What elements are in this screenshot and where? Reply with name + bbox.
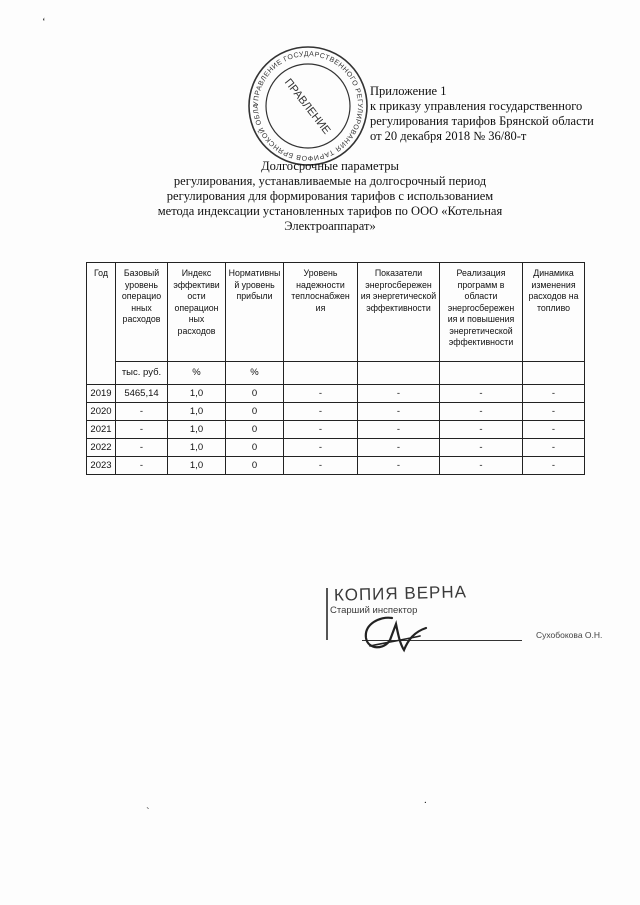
header-energy-saving: Показатели энергосбережен ия энергетической эффективности — [358, 263, 440, 362]
table-cell: 5465,14 — [116, 385, 168, 403]
cell-year: 2023 — [87, 457, 116, 475]
table-cell: - — [440, 439, 523, 457]
scan-mark: ` — [146, 806, 150, 818]
header-year: Год — [87, 263, 116, 385]
title-line: Долгосрочные параметры — [261, 159, 399, 173]
appendix-line: к приказу управления государственного — [370, 99, 583, 113]
unit-cell — [523, 362, 585, 385]
header-efficiency-index: Индекс эффективи ости операцион ных расходов — [168, 263, 226, 362]
table-row — [87, 385, 585, 403]
header-program-implementation: Реализация программ в области энергосбережен ия и повышения энергетической эффективности — [440, 263, 523, 362]
table-row — [87, 439, 585, 457]
table-cell: 0 — [226, 421, 284, 439]
table-cell: 1,0 — [168, 457, 226, 475]
header-base-opex: Базовый уровень операцио нных расходов — [116, 263, 168, 362]
parameters-table — [86, 262, 585, 475]
cell-year: 2020 — [87, 403, 116, 421]
table-cell: 1,0 — [168, 439, 226, 457]
header-profit-level: Нормативны й уровень прибыли — [226, 263, 284, 362]
stamp-ring-text: УПРАВЛЕНИЕ ГОСУДАРСТВЕННОГО РЕГУЛИРОВАНИЯ ТАРИФОВ БРЯНСКОЙ ОБЛА — [252, 50, 364, 162]
table-cell: - — [116, 421, 168, 439]
table-cell: - — [284, 457, 358, 475]
table-units-row — [87, 362, 585, 385]
table-cell: 1,0 — [168, 385, 226, 403]
table-cell: - — [440, 403, 523, 421]
table-cell: - — [358, 439, 440, 457]
appendix-reference — [370, 84, 630, 144]
copy-verified-title: КОПИЯ ВЕРНА — [333, 582, 468, 605]
table-cell: - — [284, 439, 358, 457]
title-line: Электроаппарат» — [284, 219, 376, 233]
table-cell: - — [523, 439, 585, 457]
table-cell: 0 — [226, 439, 284, 457]
table-cell: - — [523, 403, 585, 421]
title-line: регулирования, устанавливаемые на долгосрочный период — [173, 174, 487, 188]
table-cell: - — [523, 385, 585, 403]
table-cell: - — [358, 385, 440, 403]
table-row — [87, 457, 585, 475]
unit-cell: % — [226, 362, 284, 385]
table-cell: 0 — [226, 457, 284, 475]
table-cell: - — [116, 439, 168, 457]
scan-mark: . — [424, 794, 427, 806]
unit-cell — [284, 362, 358, 385]
official-stamp — [246, 44, 370, 168]
title-line: метода индексации установленных тарифов по ООО «Котельная — [157, 204, 503, 218]
table-cell: - — [358, 421, 440, 439]
table-row — [87, 403, 585, 421]
document-title — [150, 159, 510, 234]
table-row — [87, 421, 585, 439]
inspector-name: Сухобокова О.Н. — [536, 630, 603, 640]
table-cell: - — [284, 403, 358, 421]
cell-year: 2021 — [87, 421, 116, 439]
table-cell: 0 — [226, 403, 284, 421]
scan-mark: ʻ — [42, 16, 46, 28]
table-cell: - — [358, 457, 440, 475]
table-cell: - — [440, 421, 523, 439]
appendix-line: от 20 декабря 2018 № 36/80-т — [370, 129, 527, 143]
table-cell: - — [284, 385, 358, 403]
table-cell: 0 — [226, 385, 284, 403]
header-reliability: Уровень надежности теплоснабжен ия — [284, 263, 358, 362]
unit-cell: % — [168, 362, 226, 385]
table-cell: - — [523, 457, 585, 475]
unit-cell — [440, 362, 523, 385]
table-cell: - — [440, 385, 523, 403]
unit-cell — [358, 362, 440, 385]
cell-year: 2022 — [87, 439, 116, 457]
table-cell: 1,0 — [168, 421, 226, 439]
title-line: регулирования для формирования тарифов с использованием — [166, 189, 494, 203]
table-cell: - — [284, 421, 358, 439]
table-cell: - — [358, 403, 440, 421]
table-cell: 1,0 — [168, 403, 226, 421]
appendix-line: регулирования тарифов Брянской области — [370, 114, 594, 128]
table-cell: - — [116, 457, 168, 475]
cell-year: 2019 — [87, 385, 116, 403]
header-fuel-dynamics: Динамика изменения расходов на топливо — [523, 263, 585, 362]
table-header-row — [87, 263, 585, 362]
handwritten-signature — [350, 610, 430, 658]
table-cell: - — [116, 403, 168, 421]
table-cell: - — [440, 457, 523, 475]
stamp-center-text: ПРАВЛЕНИЕ — [281, 76, 333, 137]
inspector-role: Старший инспектор — [330, 605, 418, 616]
table-cell: - — [523, 421, 585, 439]
unit-cell: тыс. руб. — [116, 362, 168, 385]
appendix-line: Приложение 1 — [370, 84, 447, 98]
